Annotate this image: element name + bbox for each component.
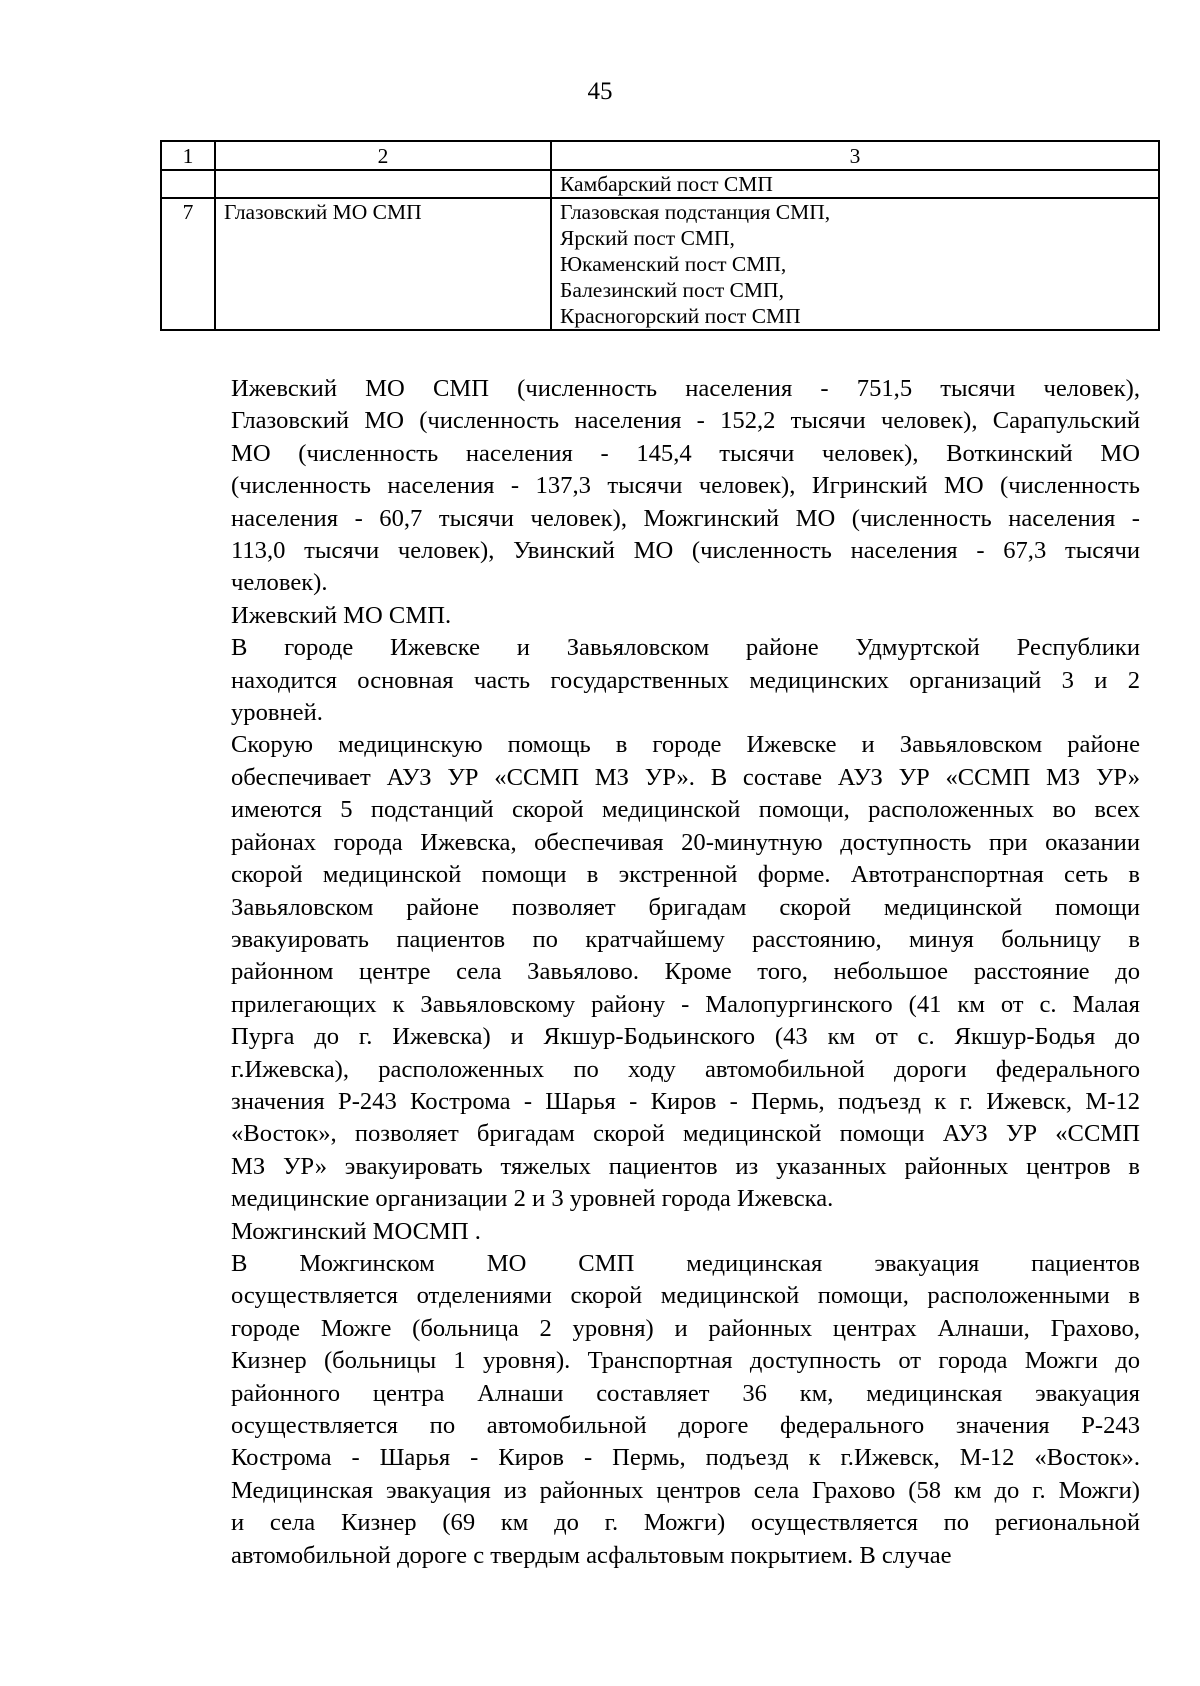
text-line: Ижевский МО СМП. <box>231 601 452 629</box>
text-line: населения - 60,7 тысячи человек), Можгинский МО (численность населения - <box>231 504 1140 532</box>
table-header-cell: 3 <box>551 141 1159 170</box>
text-line: Ижевский МО СМП (численность населения - 751,5 тысячи человек), <box>231 375 1140 402</box>
units-cell <box>551 198 1159 330</box>
text-line: Кострома - Шарья - Киров - Пермь, подъезд к г.Ижевск, М-12 «Восток». <box>231 1444 1140 1472</box>
text-line: МЗ УР» эвакуировать тяжелых пациентов из указанных районных центров в <box>231 1152 1140 1180</box>
text-line: уровней. <box>231 699 323 727</box>
text-line: городе Можге (больница 2 уровня) и районных центрах Алнаши, Грахово, <box>231 1314 1140 1342</box>
text-line: автомобильной дороге с твердым асфальтовым покрытием. В случае <box>231 1541 952 1569</box>
unit-line: Глазовская подстанция СМП, <box>560 200 831 224</box>
text-line: МО (численность населения - 145,4 тысячи человек), Воткинский МО <box>231 439 1140 467</box>
text-line: обеспечивает АУЗ УР «ССМП МЗ УР». В составе АУЗ УР «ССМП МЗ УР» <box>231 763 1140 791</box>
heading-mozhga <box>161 1216 1140 1248</box>
unit-line: Красногорский пост СМП <box>560 304 801 328</box>
row-number-cell: 7 <box>161 198 215 330</box>
organizations-table <box>160 140 1160 331</box>
text-line: Пурга до г. Ижевска) и Якшур-Бодьинского (43 км от с. Якшур-Бодья до <box>231 1023 1140 1051</box>
text-line: Можгинский МОСМП . <box>231 1217 481 1245</box>
unit-line: Ярский пост СМП, <box>560 226 735 250</box>
table-header-row <box>161 141 1159 170</box>
table-row <box>161 198 1159 330</box>
text-line: В Можгинском МО СМП медицинская эвакуация пациентов <box>231 1249 1140 1277</box>
unit-line: Юкаменский пост СМП, <box>560 252 787 276</box>
text-line: Глазовский МО (численность населения - 152,2 тысячи человек), Сарапульский <box>231 407 1140 435</box>
table-header-cell: 2 <box>215 141 551 170</box>
heading-izhevsk <box>161 600 1140 632</box>
paragraph-mozhga-evacuation <box>161 1248 1140 1572</box>
text-line: Кизнер (больницы 1 уровня). Транспортная доступность от города Можги до <box>231 1347 1140 1375</box>
text-line: имеются 5 подстанций скорой медицинской помощи, расположенных во всех <box>231 796 1140 824</box>
text-line: Медицинская эвакуация из районных центров села Грахово (58 км до г. Можги) <box>231 1476 1140 1504</box>
row-number-cell <box>161 170 215 198</box>
text-line: медицинские организации 2 и 3 уровней города Ижевска. <box>231 1185 834 1213</box>
text-line: районах города Ижевска, обеспечивая 20-минутную доступность при оказании <box>231 828 1140 856</box>
text-line: находится основная часть государственных медицинских организаций 3 и 2 <box>231 666 1140 694</box>
text-line: человек). <box>231 569 328 597</box>
paragraph-population <box>161 373 1140 600</box>
text-line: осуществляется по автомобильной дороге федерального значения Р-243 <box>231 1412 1140 1439</box>
paragraph-izhevsk-ambulance <box>161 729 1140 1215</box>
text-line: В городе Ижевске и Завьяловском районе Удмуртской Республики <box>231 634 1140 662</box>
table-row <box>161 170 1159 198</box>
text-line: значения Р-243 Кострома - Шарья - Киров - Пермь, подъезд к г. Ижевск, М-12 <box>231 1087 1140 1115</box>
organization-cell <box>215 170 551 198</box>
text-line: Завьяловском районе позволяет бригадам скорой медицинской помощи <box>231 893 1140 921</box>
unit-line: Балезинский пост СМП, <box>560 278 784 302</box>
paragraph-izhevsk-organizations <box>161 632 1140 729</box>
document-body <box>161 373 1140 1572</box>
text-line: (численность населения - 137,3 тысячи человек), Игринский МО (численность <box>231 472 1140 500</box>
text-line: эвакуировать пациентов по кратчайшему расстоянию, минуя больницу в <box>231 925 1140 953</box>
text-line: и села Кизнер (69 км до г. Можги) осуществляется по региональной <box>231 1509 1140 1537</box>
text-line: районного центра Алнаши составляет 36 км, медицинская эвакуация <box>231 1379 1140 1407</box>
page-number: 45 <box>587 78 613 105</box>
text-line: осуществляется отделениями скорой медицинской помощи, расположенными в <box>231 1282 1140 1310</box>
text-line: «Восток», позволяет бригадам скорой медицинской помощи АУЗ УР «ССМП <box>231 1120 1140 1148</box>
text-line: 113,0 тысячи человек), Увинский МО (численность населения - 67,3 тысячи <box>231 537 1140 565</box>
text-line: г.Ижевска), расположенных по ходу автомобильной дороги федерального <box>231 1055 1140 1083</box>
text-line: прилегающих к Завьяловскому району - Малопургинского (41 км от с. Малая <box>231 990 1140 1018</box>
units-cell <box>551 170 1159 198</box>
table-header-cell: 1 <box>161 141 215 170</box>
text-line: районном центре села Завьялово. Кроме того, небольшое расстояние до <box>231 958 1140 986</box>
unit-line: Камбарский пост СМП <box>560 172 773 196</box>
organization-cell: Глазовский МО СМП <box>215 198 551 330</box>
text-line: скорой медицинской помощи в экстренной форме. Автотранспортная сеть в <box>231 861 1140 889</box>
text-line: Скорую медицинскую помощь в городе Ижевске и Завьяловском районе <box>231 731 1140 759</box>
